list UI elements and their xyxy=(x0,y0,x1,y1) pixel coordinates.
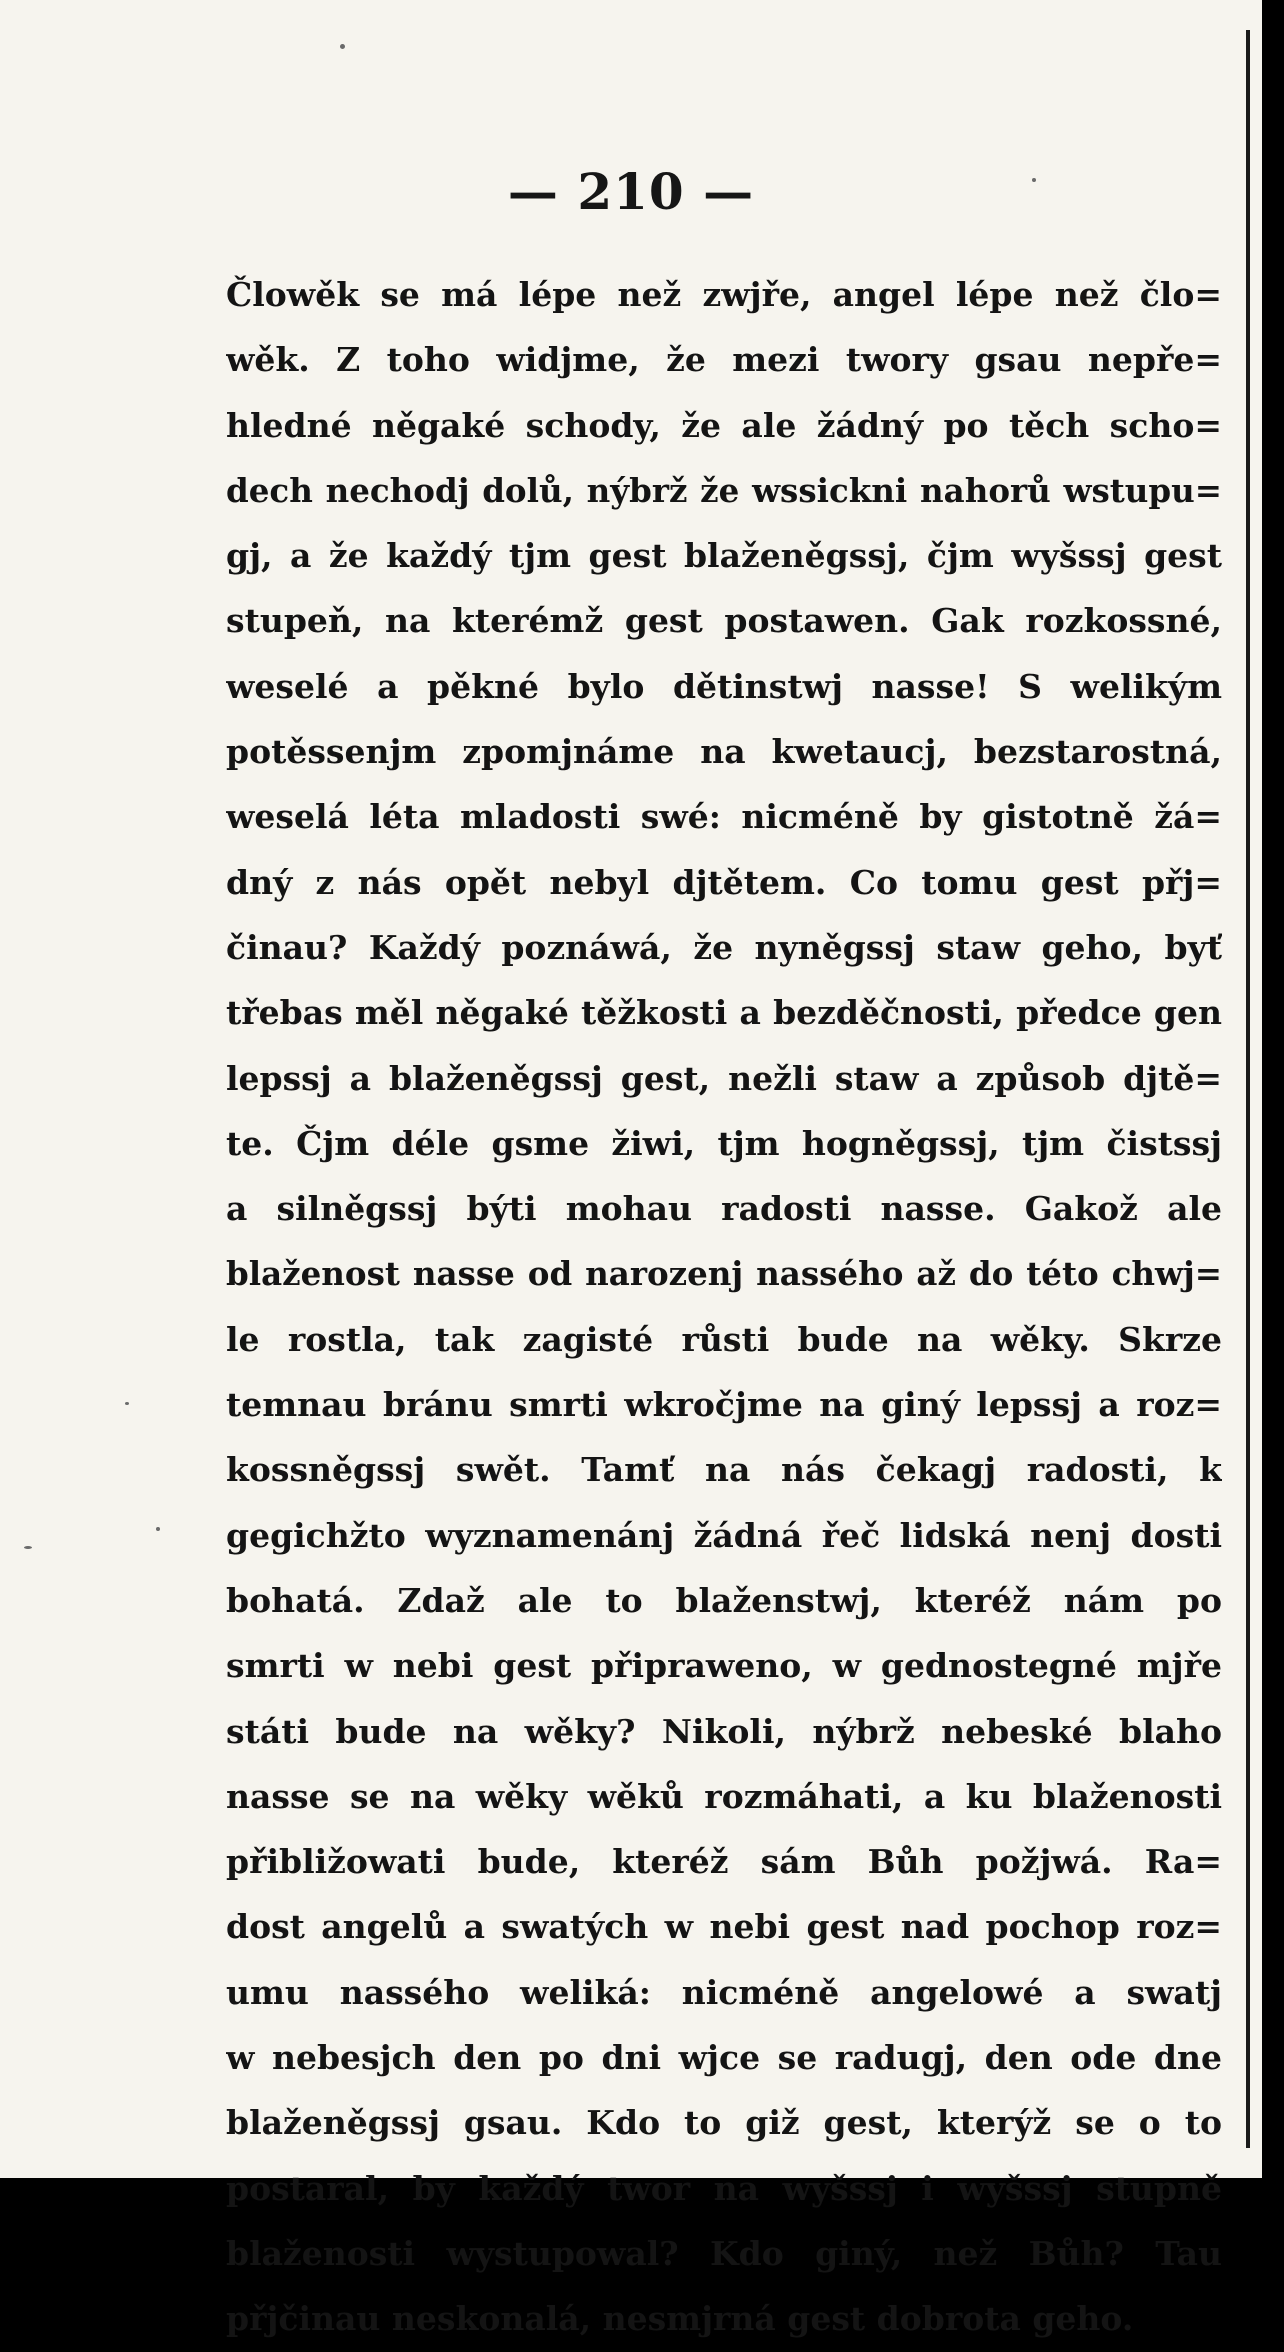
page-body xyxy=(226,262,1222,2352)
page-edge-line xyxy=(1246,30,1250,2148)
text-line: dech nechodj dolů, nýbrž že wssickni nahorů wstupu= xyxy=(226,470,1222,510)
text-line: le rostla, tak zagisté růsti bude na wěky. Skrze xyxy=(226,1319,1222,1359)
text-line: státi bude na wěky? Nikoli, nýbrž nebeské blaho xyxy=(226,1711,1222,1751)
text-line: te. Čjm déle gsme žiwi, tjm hogněgssj, tjm čistssj xyxy=(226,1123,1222,1163)
text-line: gegichžto wyznamenánj žádná řeč lidská nenj dosti xyxy=(226,1515,1222,1555)
text-line: lepssj a blaženěgssj gest, nežli staw a způsob djtě= xyxy=(226,1058,1222,1098)
paper-speck xyxy=(1032,178,1036,182)
text-line: nasse se na wěky wěků rozmáhati, a ku blaženosti xyxy=(226,1776,1222,1816)
text-line: bohatá. Zdaž ale to blaženstwj, kteréž nám po xyxy=(226,1580,1222,1620)
text-line: weselá léta mladosti swé: nicméně by gistotně žá= xyxy=(226,797,1222,837)
text-line: blaženosti wystupowal? Kdo giný, než Bůh? Tau xyxy=(226,2233,1222,2273)
text-line: postaral, by každý twor na wyšssj i wyšssj stupně xyxy=(226,2168,1222,2208)
scan-border xyxy=(1262,0,1284,2178)
text-line: třebas měl něgaké těžkosti a bezděčnosti, předce gen xyxy=(226,993,1222,1033)
text-line: smrti w nebi gest připraweno, w gednostegné mjře xyxy=(226,1646,1222,1686)
text-line: a silněgssj býti mohau radosti nasse. Gakož ale xyxy=(226,1189,1222,1229)
paper-speck xyxy=(340,44,345,49)
text-line: w nebesjch den po dni wjce se radugj, den ode dne xyxy=(226,2038,1222,2078)
text-line: stupeň, na kterémž gest postawen. Gak rozkossné, xyxy=(226,601,1222,641)
page-number: — 210 — xyxy=(507,162,755,221)
text-line: přibližowati bude, kteréž sám Bůh požjwá. Ra= xyxy=(226,1842,1222,1882)
text-line: přjčinau neskonalá, nesmjrná gest dobrota geho. xyxy=(226,2299,1134,2339)
paper-speck xyxy=(125,1402,129,1405)
text-line: hledné něgaké schody, že ale žádný po těch scho= xyxy=(226,405,1222,445)
text-line: wěk. Z toho widjme, že mezi twory gsau nepře= xyxy=(226,340,1222,380)
paper-speck xyxy=(24,1546,32,1549)
text-line: blaženěgssj gsau. Kdo to giž gest, kterýž se o to xyxy=(226,2103,1222,2143)
text-line: umu nassého weliká: nicméně angelowé a swatj xyxy=(226,1972,1222,2012)
text-line: dost angelů a swatých w nebi gest nad pochop roz= xyxy=(226,1907,1222,1947)
text-line: činau? Každý poznáwá, že nyněgssj staw geho, byť xyxy=(226,927,1222,967)
text-line: weselé a pěkné bylo dětinstwj nasse! S welikým xyxy=(226,666,1222,706)
text-line: dný z nás opět nebyl djtětem. Co tomu gest přj= xyxy=(226,862,1222,902)
paper-speck xyxy=(156,1527,160,1531)
text-line: blaženost nasse od narozenj nassého až do této chwj= xyxy=(226,1254,1222,1294)
text-line: temnau bránu smrti wkročjme na giný lepssj a roz= xyxy=(226,1385,1222,1425)
text-line: potěssenjm zpomjnáme na kwetaucj, bezstarostná, xyxy=(226,732,1222,772)
text-line: gj, a že každý tjm gest blaženěgssj, čjm wyšssj gest xyxy=(226,536,1222,576)
text-line: Člowěk se má lépe než zwjře, angel lépe než člo= xyxy=(226,275,1222,314)
text-line: kossněgssj swět. Tamť na nás čekagj radosti, k xyxy=(226,1450,1222,1490)
